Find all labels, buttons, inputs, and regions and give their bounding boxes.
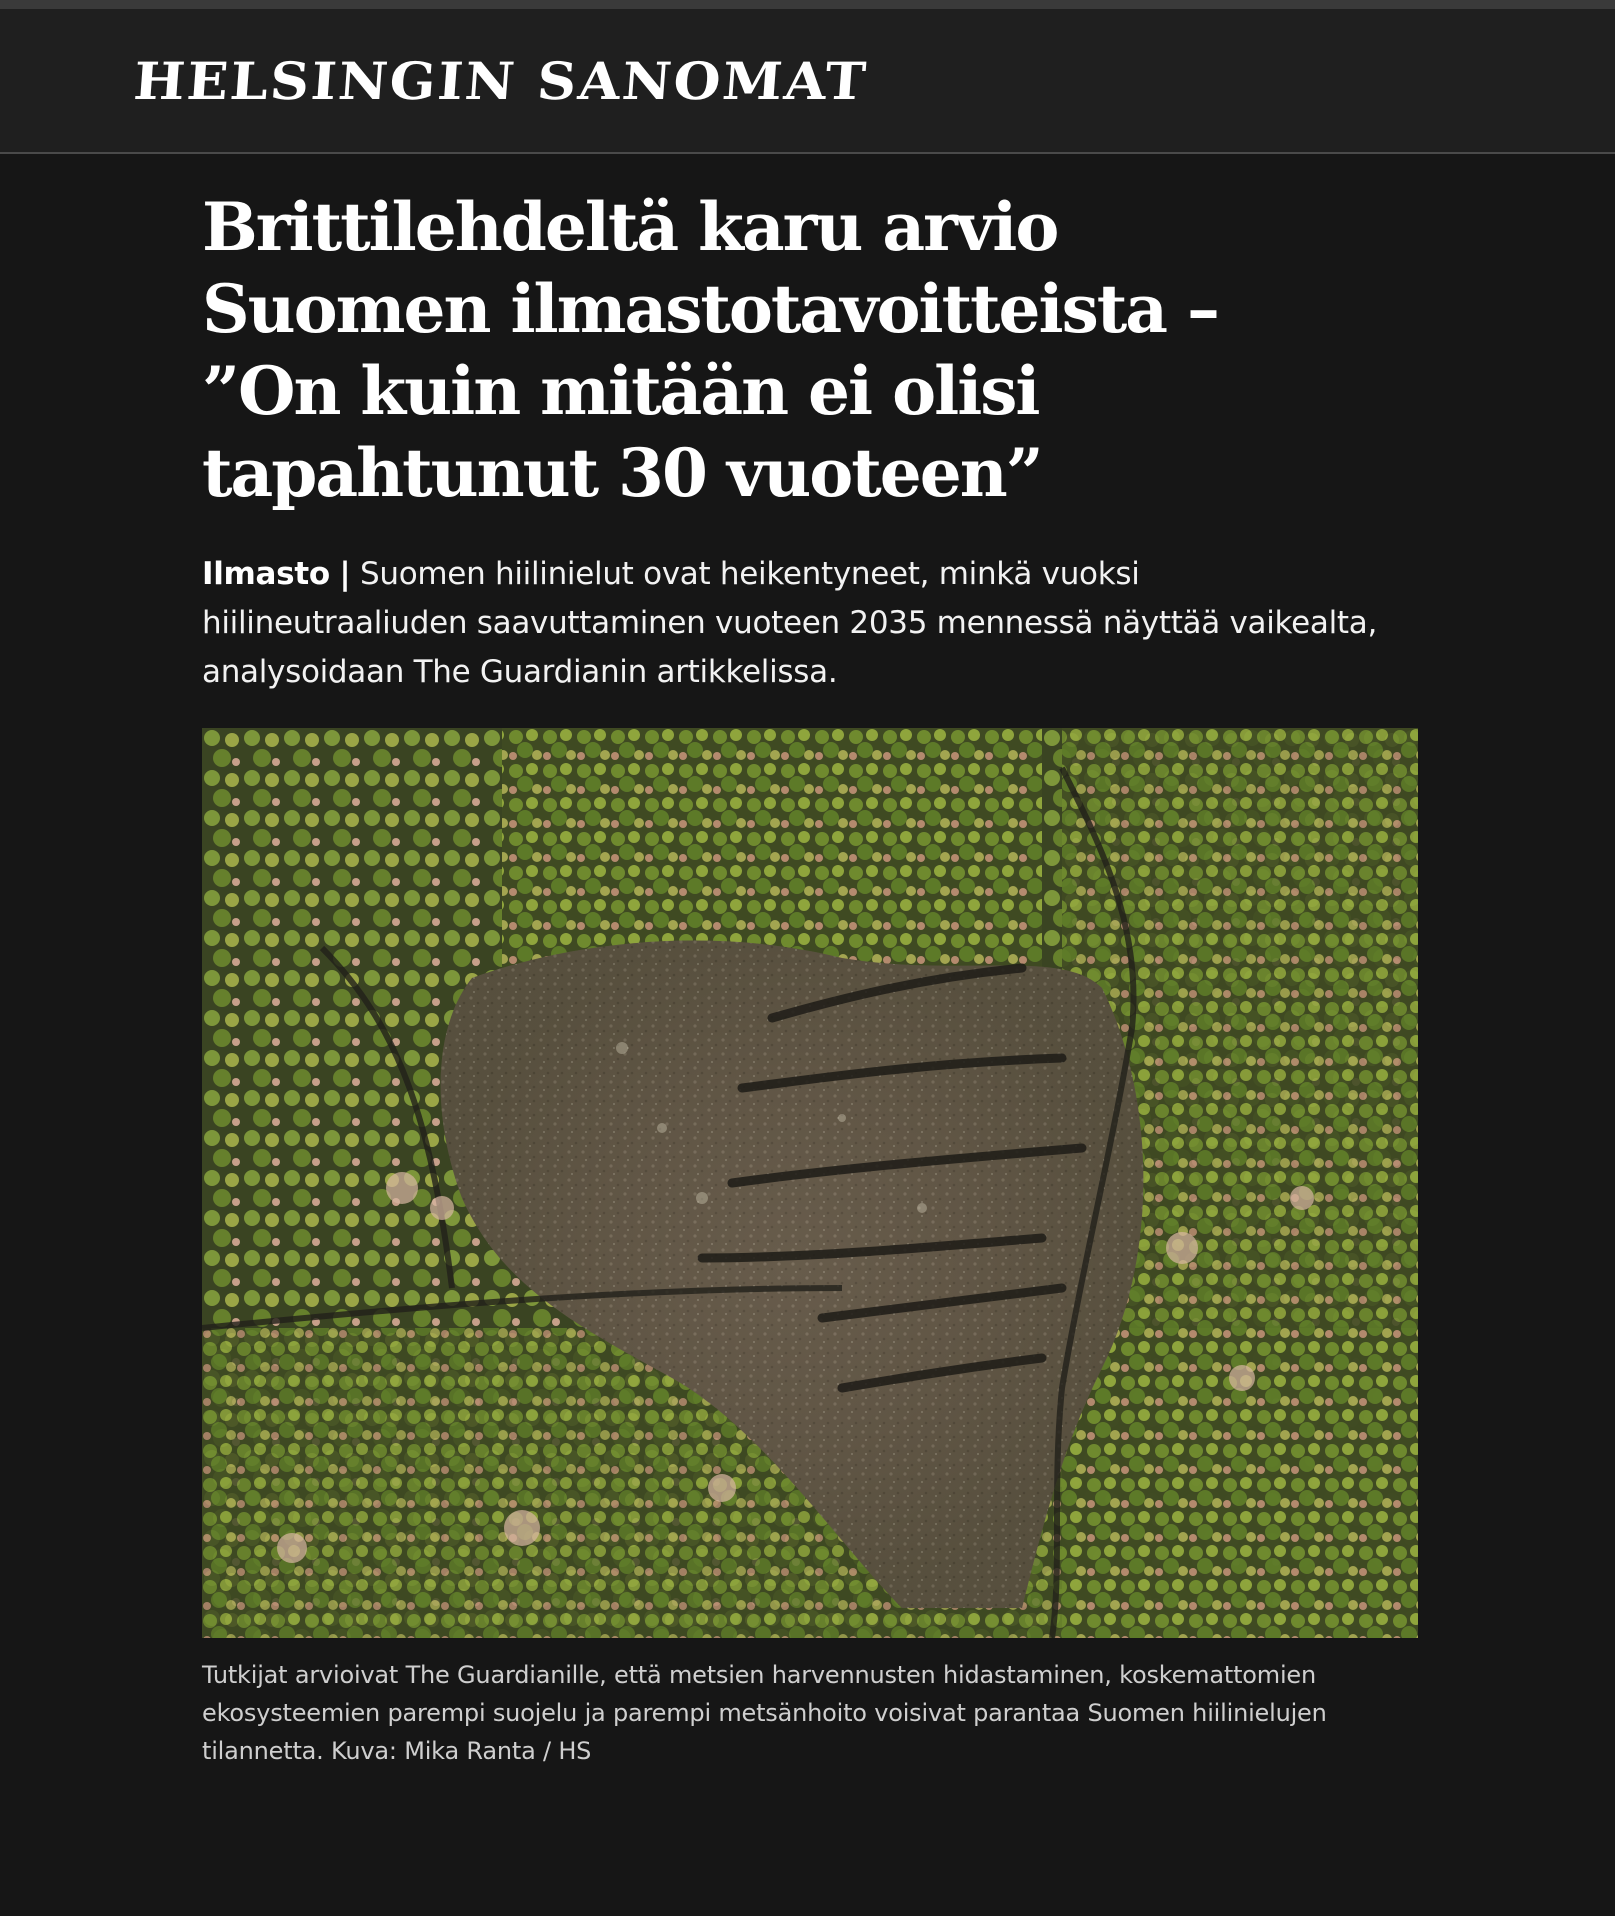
site-logo[interactable]: HELSINGIN SANOMAT [131, 50, 870, 112]
photo-caption: Tutkijat arvioivat The Guardianille, että metsien harvennusten hidastaminen, koskemattomien ekosysteemien parempi suojelu ja parempi metsänhoito voisivat parantaa Suomen hiilinielujen tilannetta. Kuva: Mika Ranta / HS [202, 1661, 1327, 1765]
article-headline: Brittilehdeltä karu arvio Suomen ilmastotavoitteista – ”On kuin mitään ei olisi tapahtunut 30 vuoteen” [202, 188, 1218, 512]
aerial-forest-clearcut-image [202, 728, 1418, 1638]
masthead [0, 9, 1615, 154]
category-label[interactable]: Ilmasto [202, 556, 330, 592]
browser-top-strip [0, 0, 1615, 9]
article [202, 186, 1422, 1765]
article-lead [202, 550, 1402, 697]
article-photo[interactable] [202, 728, 1418, 1638]
category-separator: | [339, 556, 351, 592]
article-photo-figure [202, 728, 1418, 1770]
lead-text: Suomen hiilinielut ovat heikentyneet, minkä vuoksi hiilineutraaliuden saavuttaminen vuoteen 2035 mennessä näyttää vaikealta, analysoidaan The Guardianin artikkelissa. [202, 556, 1377, 690]
